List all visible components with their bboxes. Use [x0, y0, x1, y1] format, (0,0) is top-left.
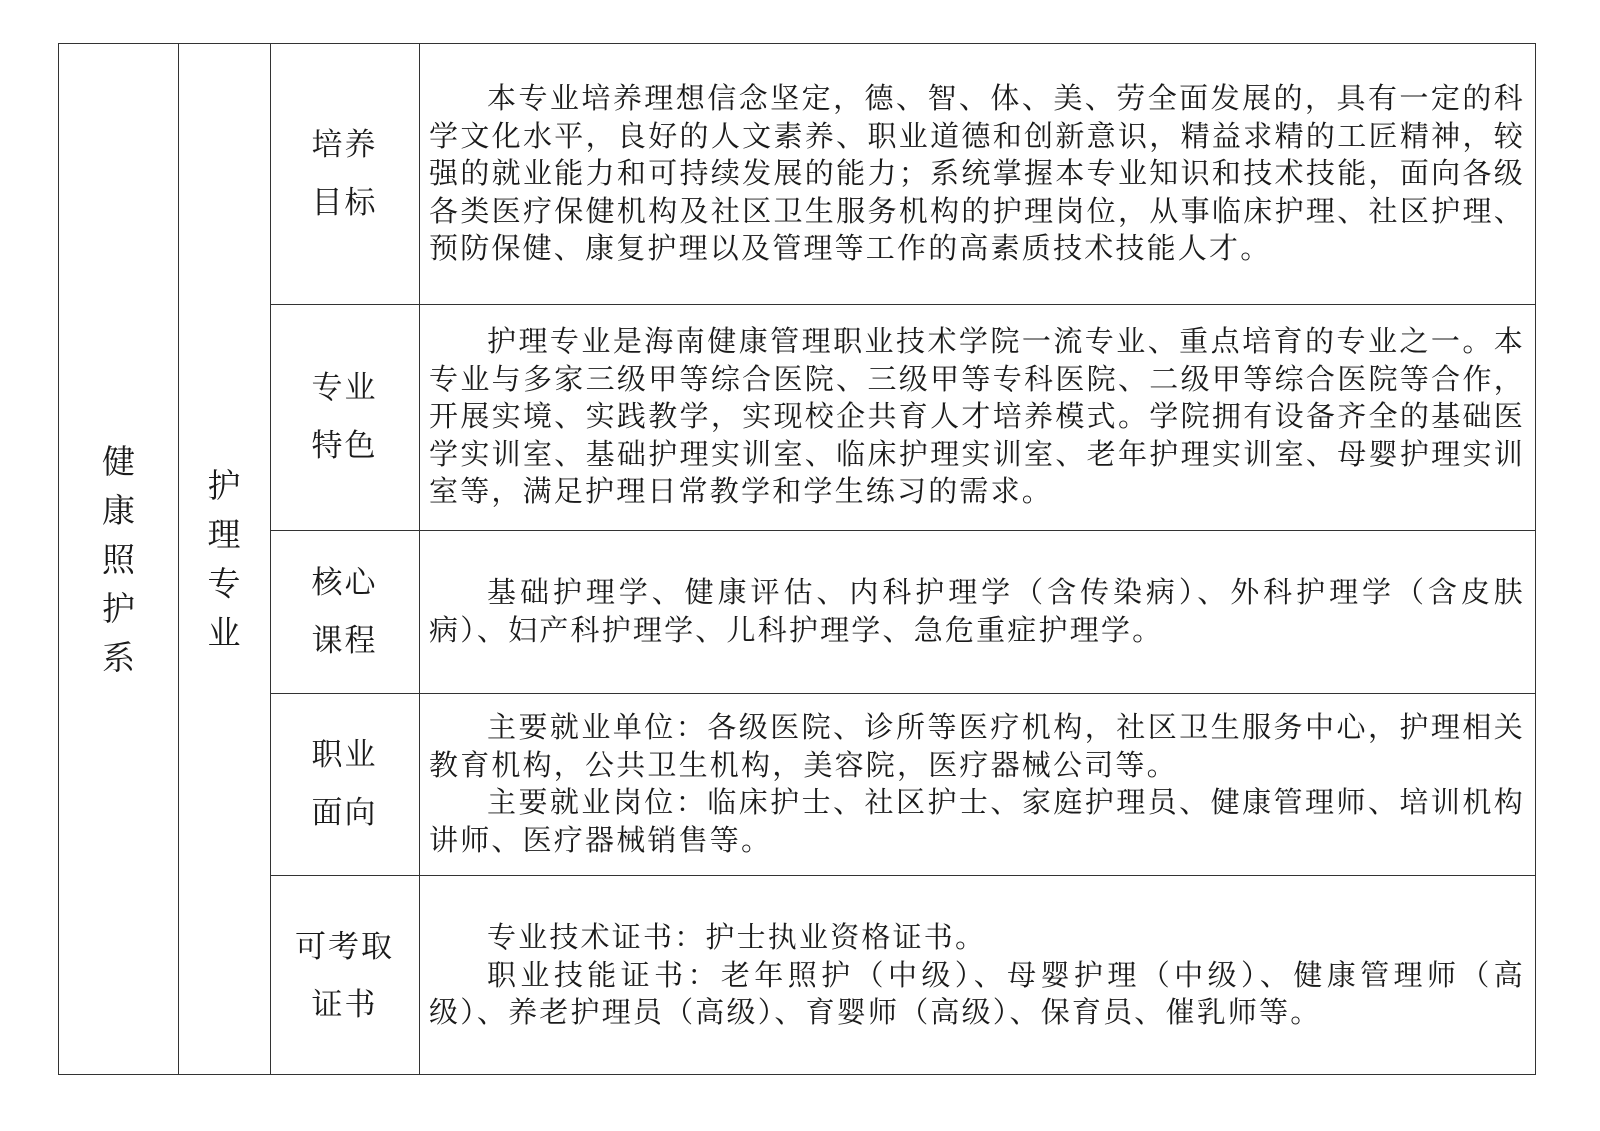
department-char: 系 — [102, 637, 135, 677]
info-table — [58, 43, 1536, 1075]
row-content-major-features — [429, 304, 1525, 530]
row-label-major-features: 专业 特色 — [311, 370, 378, 464]
row-content-core-courses — [429, 530, 1525, 693]
row-content-career-direction — [429, 693, 1525, 875]
department-char: 康 — [102, 490, 135, 530]
major-cell — [178, 44, 270, 1074]
paragraph: 职业技能证书：老年照护（中级）、母婴护理（中级）、健康管理师（高级）、养老护理员（高级）、育婴师（高级）、保育员、催乳师等。 — [429, 957, 1525, 1030]
major-char: 专 — [207, 564, 241, 603]
major-char: 理 — [207, 515, 241, 554]
paragraph: 主要就业岗位：临床护士、社区护士、家庭护理员、健康管理师、培训机构讲师、医疗器械销售等。 — [429, 785, 1525, 857]
department-cell — [59, 44, 178, 1074]
column-divider — [419, 44, 420, 1074]
row-label-certificates: 可考取 证书 — [295, 928, 394, 1023]
paragraph: 主要就业单位：各级医院、诊所等医疗机构，社区卫生服务中心，护理相关教育机构，公共卫生机构，美容院，医疗器械公司等。 — [429, 710, 1525, 782]
paragraph: 基础护理学、健康评估、内科护理学（含传染病）、外科护理学（含皮肤病）、妇产科护理学、儿科护理学、急危重症护理学。 — [429, 575, 1525, 647]
row-label-training-goal: 培养 目标 — [311, 127, 378, 221]
paragraph: 专业技术证书：护士执业资格证书。 — [487, 920, 987, 955]
department-char: 照 — [102, 539, 135, 579]
row-content-certificates — [429, 875, 1525, 1076]
department-char: 护 — [102, 588, 135, 628]
row-content-training-goal — [429, 62, 1525, 286]
department-char: 健 — [102, 441, 135, 481]
row-label-career-direction: 职业 面向 — [311, 737, 378, 831]
major-char: 业 — [207, 613, 241, 652]
major-char: 护 — [207, 466, 241, 505]
paragraph: 护理专业是海南健康管理职业技术学院一流专业、重点培育的专业之一。本专业与多家三级甲等综合医院、三级甲等专科医院、二级甲等综合医院等合作，开展实境、实践教学，实现校企共育人才培养模式。学院拥有设备齐全的基础医学实训室、基础护理实训室、临床护理实训室、老年护理实训室、母婴护理实训室等，满足护理日常教学和学生练习的需求。 — [429, 324, 1525, 509]
row-label-core-courses: 核心 课程 — [311, 564, 378, 659]
paragraph: 本专业培养理想信念坚定，德、智、体、美、劳全面发展的，具有一定的科学文化水平，良好的人文素养、职业道德和创新意识，精益求精的工匠精神，较强的就业能力和可持续发展的能力；系统掌握本专业知识和技术技能，面向各级各类医疗保健机构及社区卫生服务机构的护理岗位，从事临床护理、社区护理、预防保健、康复护理以及管理等工作的高素质技术技能人才。 — [429, 81, 1525, 266]
